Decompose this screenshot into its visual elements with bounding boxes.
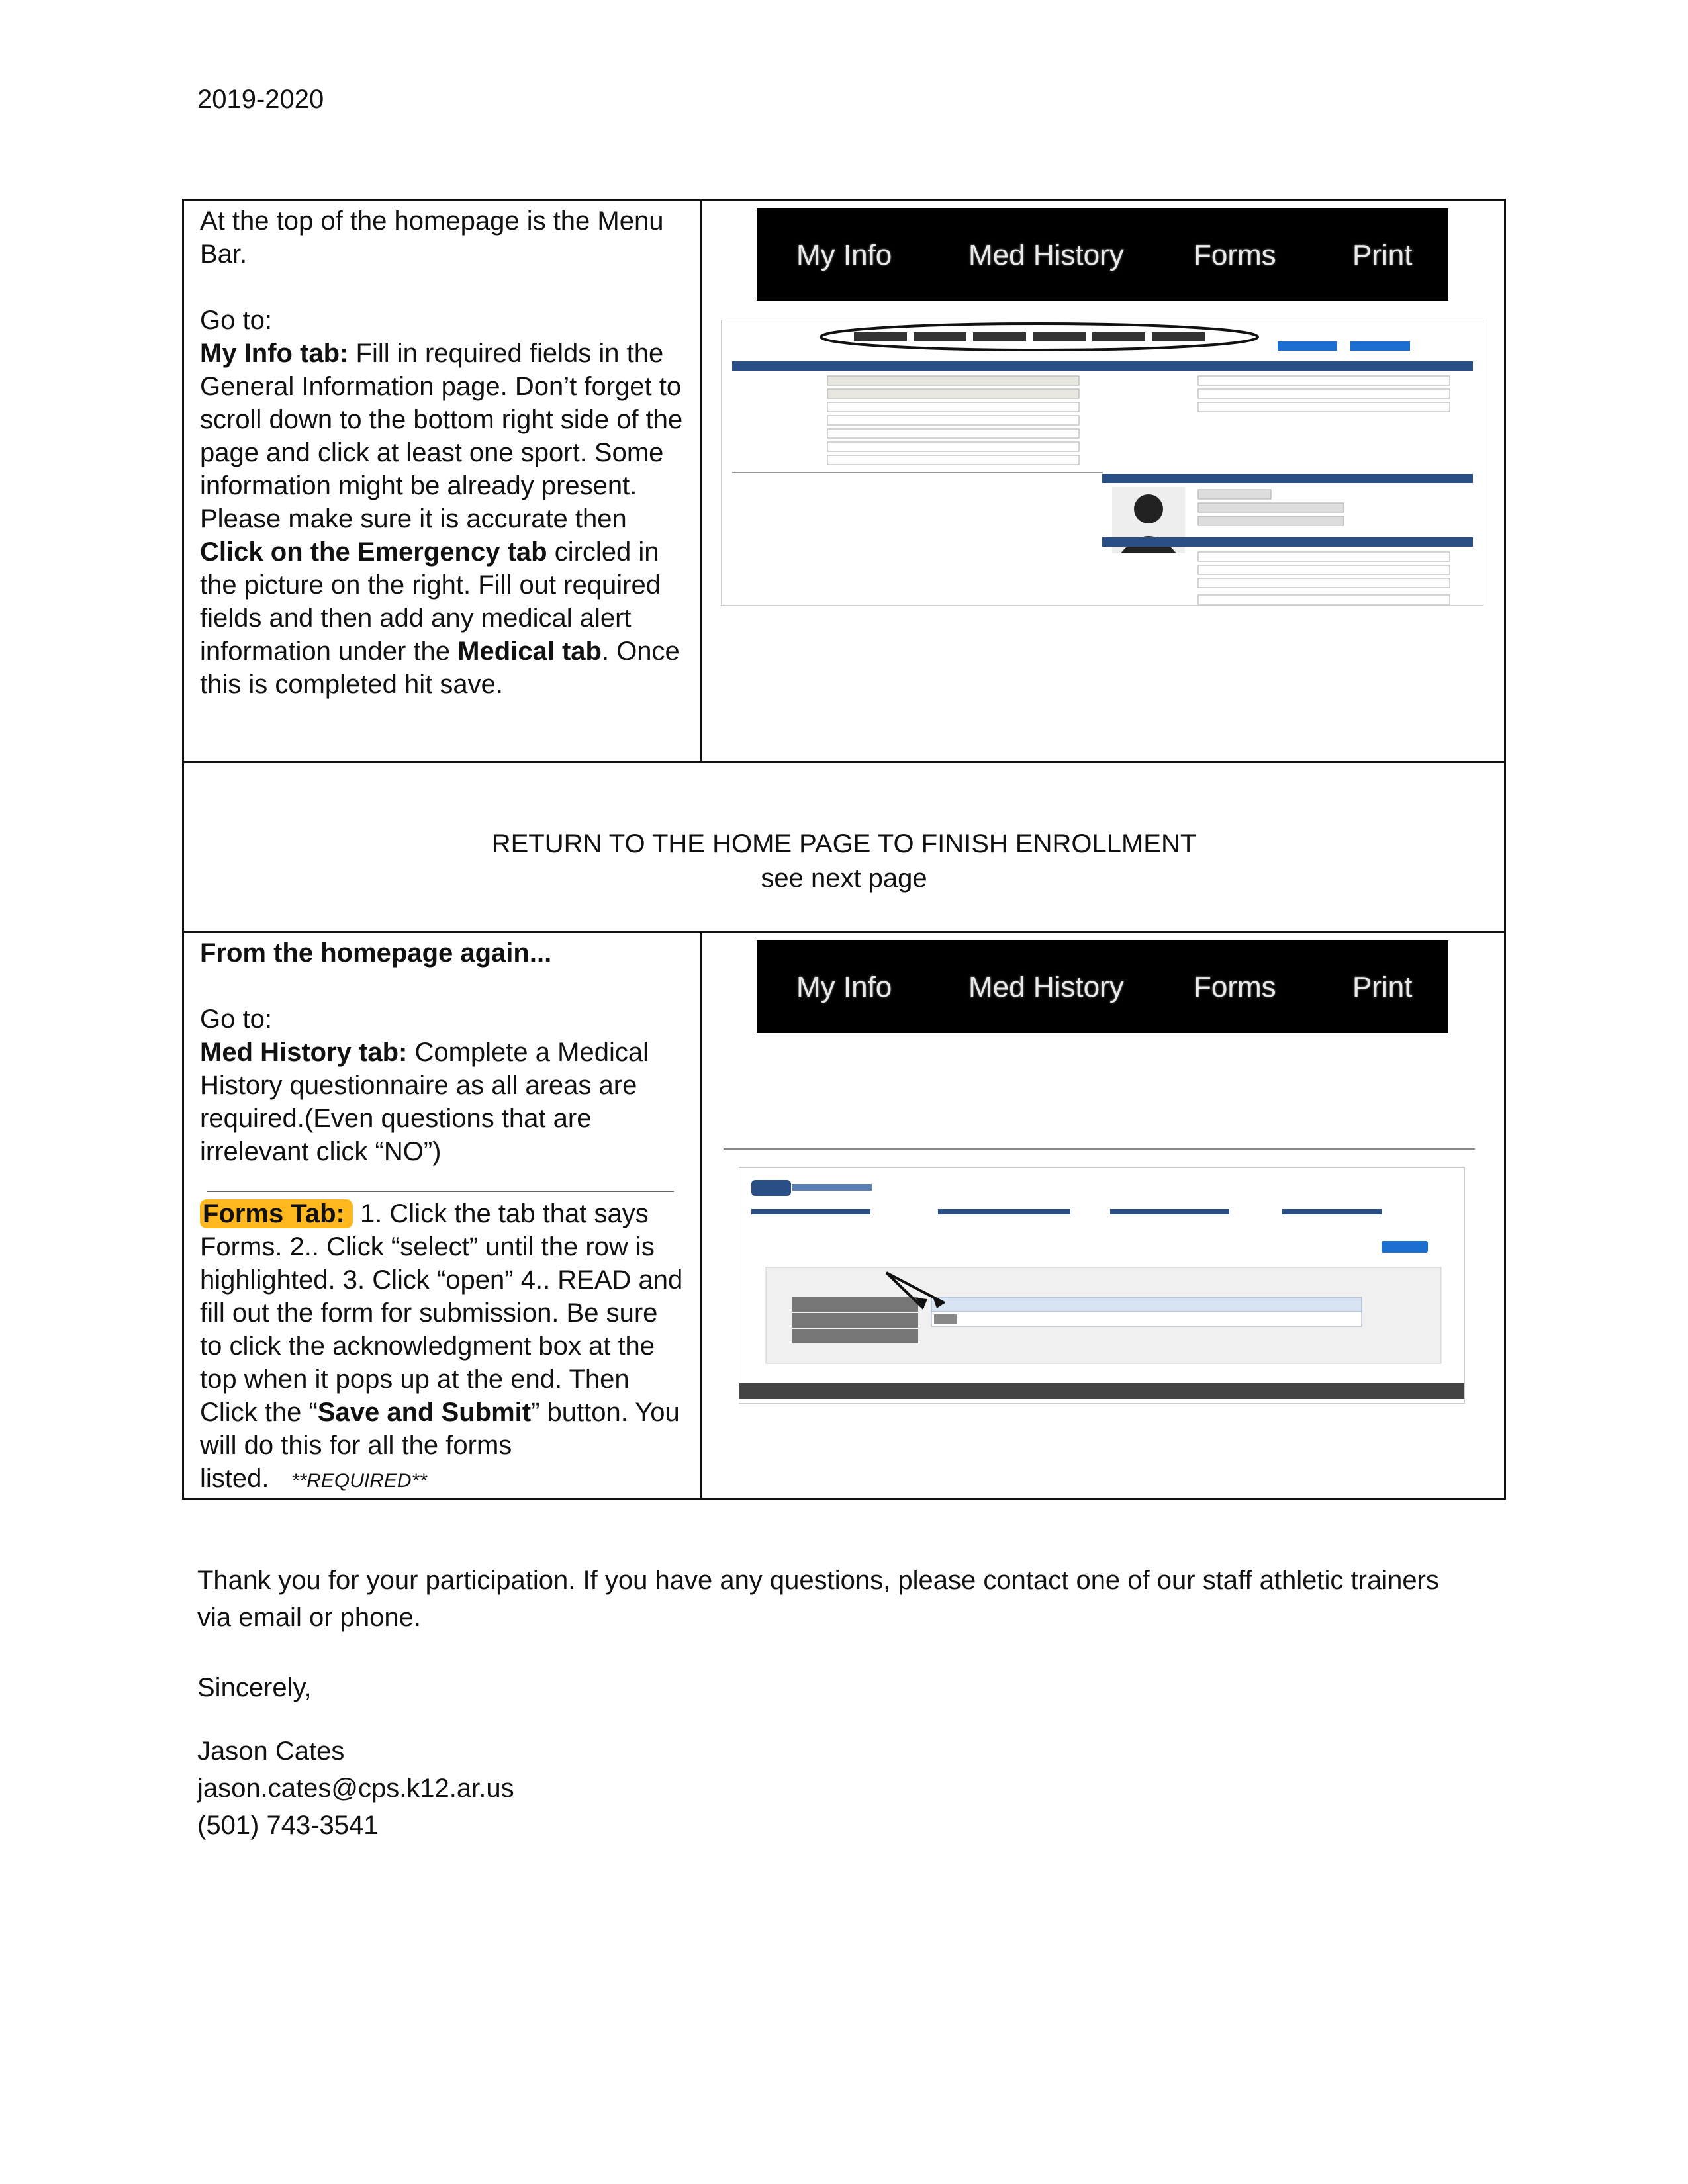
field-thumb — [827, 402, 1079, 412]
forms-screenshot — [739, 1167, 1465, 1404]
general-header-bar — [732, 361, 1103, 371]
menu-bar-image — [757, 940, 1448, 1033]
goto-label: Go to: — [200, 1005, 272, 1034]
forms-screenshot-art — [739, 1168, 1464, 1403]
goto-label: Go to: — [200, 306, 272, 335]
menu-myinfo: My Info — [796, 971, 892, 1003]
medhistory-instructions: Med History tab: Complete a Medical History questionnaire as all areas are required.(Even questions that are irrelevant click “NO”) — [200, 1038, 649, 1166]
section3-heading: From the homepage again... — [200, 938, 552, 968]
section3-image-cell — [702, 932, 1505, 1499]
delete-button-thumb — [792, 1329, 918, 1343]
return-home-notice: RETURN TO THE HOME PAGE TO FINISH ENROLLMENT — [491, 829, 1197, 858]
return-home-cell — [183, 762, 1505, 932]
tab-thumb — [973, 332, 1026, 341]
delete-button-thumb — [1198, 516, 1344, 525]
save-button-thumb — [1278, 341, 1337, 351]
section-divider — [207, 1191, 674, 1192]
sport-field-thumb — [1198, 578, 1450, 588]
medical-tab-label: Medical tab — [457, 637, 602, 666]
grid-header-thumb — [931, 1297, 1362, 1312]
document-year: 2019-2020 — [197, 85, 324, 114]
photo-header-bar — [1102, 474, 1473, 483]
myinfo-instructions: My Info tab: Fill in required fields in the General Information page. Don’t forget to scroll down to the bottom right side of the page and click at least one sport. Some information might be already present. Please make sure it is accurate then Click on the Emergency tab circled in the picture on the right. Fill out required fields and then add any medical alert information under the Medical tab. Once this is completed hit save. — [200, 339, 683, 699]
menu-medhistory: Med History — [968, 971, 1124, 1003]
signer-name: Jason Cates — [197, 1737, 345, 1766]
field-thumb — [1198, 402, 1450, 412]
field-thumb — [827, 455, 1079, 465]
required-note: **REQUIRED** — [291, 1470, 427, 1492]
guardian-header-bar — [1102, 361, 1473, 371]
menu-forms: Forms — [1194, 971, 1276, 1003]
forms-instructions: Forms Tab: 1. Click the tab that says Forms. 2.. Click “select” until the row is highlighted. 3. Click “open” 4.. READ and fill out the form for submission. Be sure to click the acknowledgment box at the top when it pops up at the end. Then Click the “Save and Submit” button. You will do this for all the forms listed. **REQUIRED** — [200, 1199, 683, 1493]
field-thumb — [827, 376, 1079, 385]
field-thumb — [827, 442, 1079, 451]
image-divider — [724, 1148, 1475, 1150]
field-thumb — [827, 429, 1079, 438]
grid-row-thumb — [931, 1312, 1362, 1326]
choose-file-thumb — [1198, 490, 1271, 499]
menu-print: Print — [1352, 971, 1413, 1003]
section3-text-cell — [183, 932, 702, 1499]
closing-section — [197, 1562, 1455, 1844]
add-button-thumb — [1198, 503, 1344, 512]
signer-phone: (501) 743-3541 — [197, 1811, 379, 1840]
menu-bar-intro: At the top of the homepage is the Menu Bar. — [200, 206, 664, 269]
medhistory-tab-label: Med History tab: — [200, 1038, 408, 1067]
menu-medhistory: Med History — [968, 239, 1124, 271]
header-text-thumb — [751, 1209, 870, 1214]
tab-thumb — [1152, 332, 1205, 341]
header-text-thumb — [1282, 1209, 1382, 1214]
footer-bar-thumb — [739, 1383, 1464, 1399]
tab-thumb — [854, 332, 907, 341]
csmi-logo-thumb — [751, 1180, 791, 1196]
open-button-thumb — [792, 1297, 918, 1312]
section1-text-cell — [183, 200, 702, 762]
save-button-thumb — [792, 1313, 918, 1328]
sportsware-logo-thumb — [792, 1184, 872, 1191]
menu-bar-image — [757, 208, 1448, 301]
sport-field-thumb — [1198, 552, 1450, 561]
emergency-tab-label: Click on the Emergency tab — [200, 537, 547, 567]
signer-email[interactable]: jason.cates@cps.k12.ar.us — [197, 1774, 514, 1803]
sports-header-bar — [1102, 537, 1473, 547]
tab-thumb — [1033, 332, 1086, 341]
athlete-head — [1134, 494, 1163, 523]
thank-you-text: Thank you for your participation. If you have any questions, please contact one of our staff athletic trainers via email or phone. — [197, 1566, 1439, 1632]
field-thumb — [827, 416, 1079, 425]
sincerely-text: Sincerely, — [197, 1673, 312, 1702]
ok-button-thumb — [1382, 1241, 1428, 1253]
menu-myinfo: My Info — [796, 239, 892, 271]
general-info-screenshot — [721, 320, 1483, 606]
field-thumb — [1198, 389, 1450, 398]
sport-field-thumb — [1198, 595, 1450, 604]
header-text-thumb — [938, 1209, 1070, 1214]
see-next-page: see next page — [761, 864, 927, 893]
tab-thumb — [1092, 332, 1145, 341]
menu-forms: Forms — [1194, 239, 1276, 271]
menu-print: Print — [1352, 239, 1413, 271]
header-text-thumb — [1110, 1209, 1229, 1214]
save-submit-label: Save and Submit — [317, 1398, 532, 1427]
instruction-table — [182, 199, 1506, 1500]
section1-image-cell — [702, 200, 1505, 762]
select-cell-thumb — [934, 1314, 957, 1324]
field-thumb — [827, 389, 1079, 398]
general-info-screenshot-art — [722, 320, 1483, 605]
field-thumb — [1198, 376, 1450, 385]
sport-field-thumb — [1198, 565, 1450, 574]
myinfo-tab-label: My Info tab: — [200, 339, 349, 368]
tab-thumb — [914, 332, 966, 341]
cancel-button-thumb — [1350, 341, 1410, 351]
forms-tab-label: Forms Tab: — [200, 1199, 353, 1228]
